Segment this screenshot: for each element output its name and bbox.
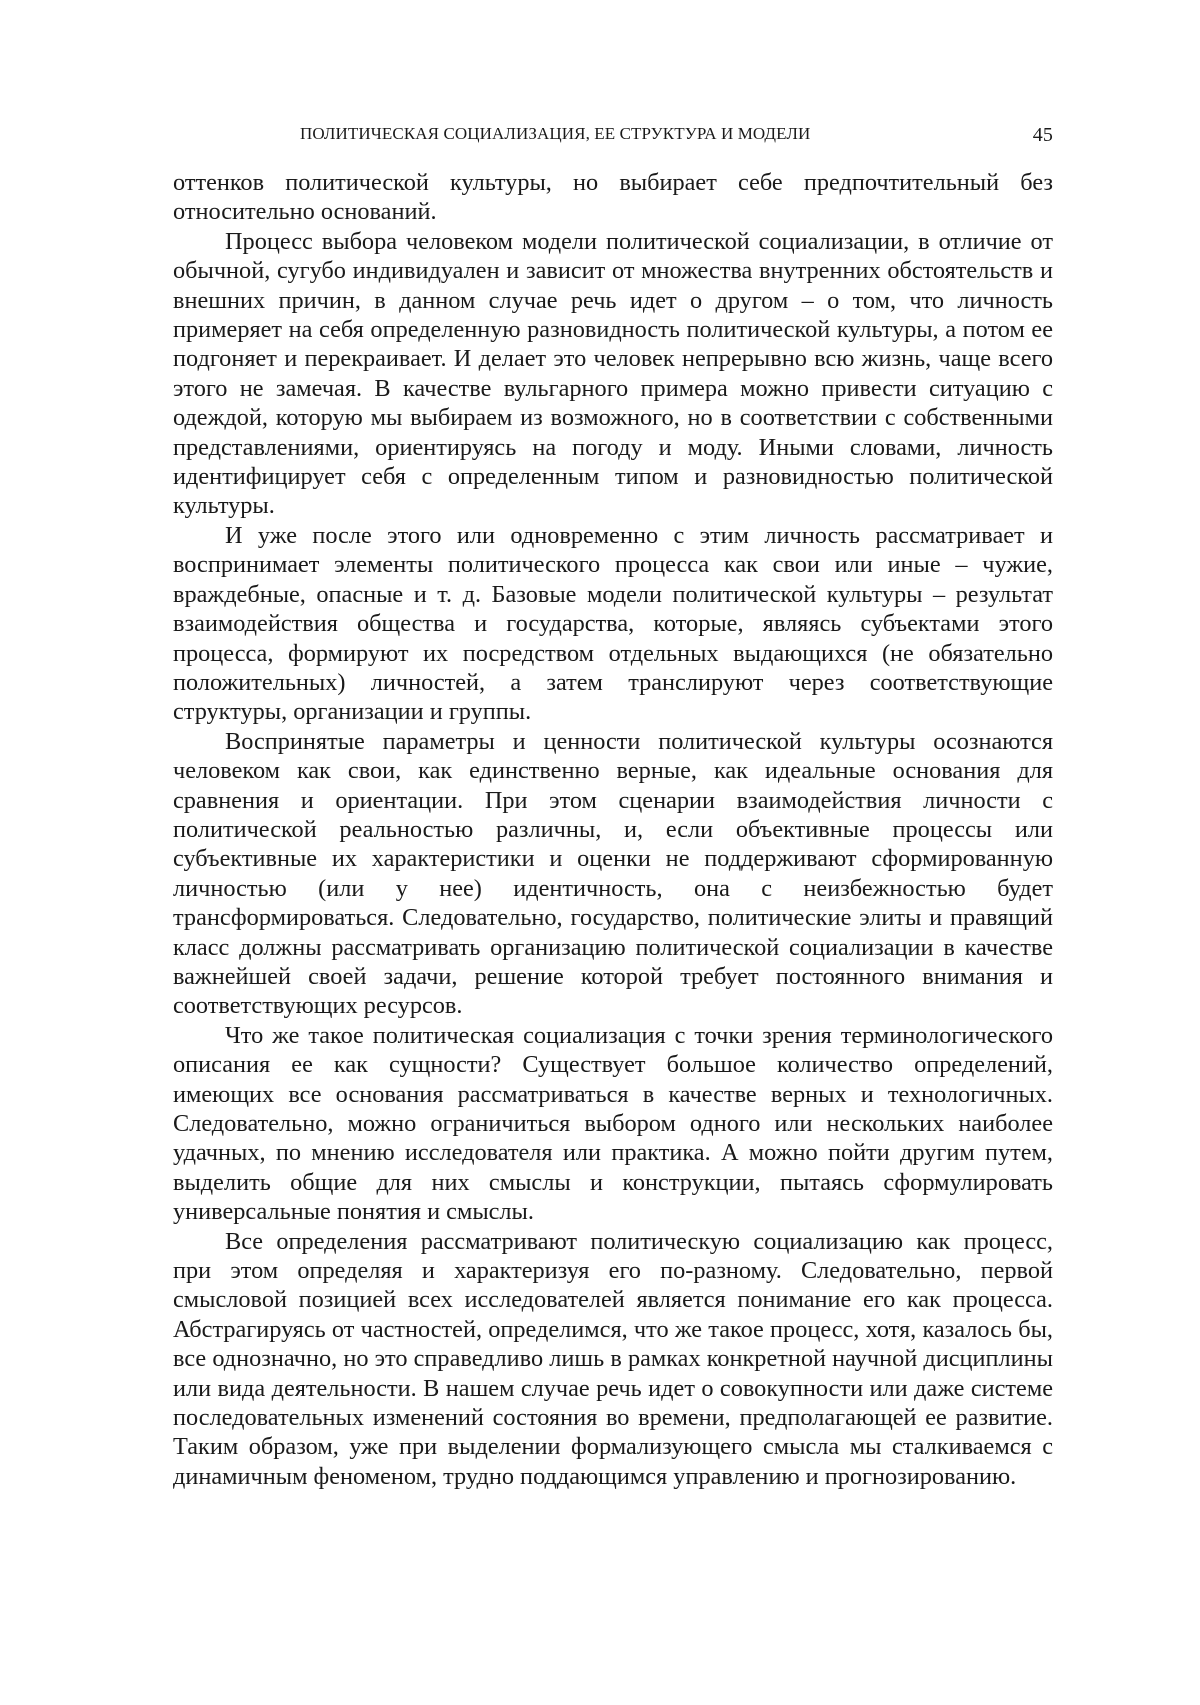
paragraph: Воспринятые параметры и ценности политической культуры осознаются человеком как свои, как единственно верные, как идеальные основания для сравнения и ориентации. При этом сценарии взаимодействия личности с политической реальностью различны, и, если объективные процессы или субъективные их характеристики и оценки не поддерживают сформированную личностью (или у нее) идентичность, она с неизбежностью будет трансформироваться. Следовательно, государство, политические элиты и правящий класс должны рассматривать организацию политической социализации в качестве важнейшей своей задачи, решение которой требует постоянного внимания и соответствующих ресурсов. [173, 727, 1053, 1020]
running-title: ПОЛИТИЧЕСКАЯ СОЦИАЛИЗАЦИЯ, ЕЕ СТРУКТУРА И МОДЕЛИ [300, 124, 811, 143]
paragraph-continuation: оттенков политической культуры, но выбирает себе предпочтительный без относительно оснований. [173, 169, 1053, 226]
body-text [173, 168, 1053, 1491]
paragraph: Что же такое политическая социализация с точки зрения терминологического описания ее как сущности? Существует большое количество определений, имеющих все основания рассматриваться в качестве верных и технологичных. Следовательно, можно ограничиться выбором одного или нескольких наиболее удачных, по мнению исследователя или практика. А можно пойти другим путем, выделить общие для них смыслы и конструкции, пытаясь сформулировать универсальные понятия и смыслы. [173, 1021, 1053, 1226]
paragraph: И уже после этого или одновременно с этим личность рассматривает и воспринимает элементы политического процесса как свои или иные – чужие, враждебные, опасные и т. д. Базовые модели политической культуры – результат взаимодействия общества и государства, которые, являясь субъектами этого процесса, формируют их посредством отдельных выдающихся (не обязательно положительных) личностей, а затем транслируют через соответствующие структуры, организации и группы. [173, 521, 1053, 726]
book-page [173, 120, 1053, 1491]
running-header [173, 120, 1053, 154]
page-number: 45 [1032, 124, 1053, 146]
paragraph: Процесс выбора человеком модели политической социализации, в отличие от обычной, сугубо индивидуален и зависит от множества внутренних обстоятельств и внешних причин, в данном случае речь идет о другом – о том, что личность примеряет на себя определенную разновидность политической культуры, а потом ее подгоняет и перекраивает. И делает это человек непрерывно всю жизнь, чаще всего этого не замечая. В качестве вульгарного примера можно привести ситуацию с одеждой, которую мы выбираем из возможного, но в соответствии с собственными представлениями, ориентируясь на погоду и моду. Иными словами, личность идентифицирует себя с определенным типом и разновидностью политической культуры. [173, 227, 1053, 520]
paragraph: Все определения рассматривают политическую социализацию как процесс, при этом определяя и характеризуя его по-разному. Следовательно, первой смысловой позицией всех исследователей является понимание его как процесса. Абстрагируясь от частностей, определимся, что же такое процесс, хотя, казалось бы, все однозначно, но это справедливо лишь в рамках конкретной научной дисциплины или вида деятельности. В нашем случае речь идет о совокупности или даже системе последовательных изменений состояния во времени, предполагающей ее развитие. Таким образом, уже при выделении формализующего смысла мы сталкиваемся с динамичным феноменом, трудно поддающимся управлению и прогнозированию. [173, 1227, 1053, 1490]
